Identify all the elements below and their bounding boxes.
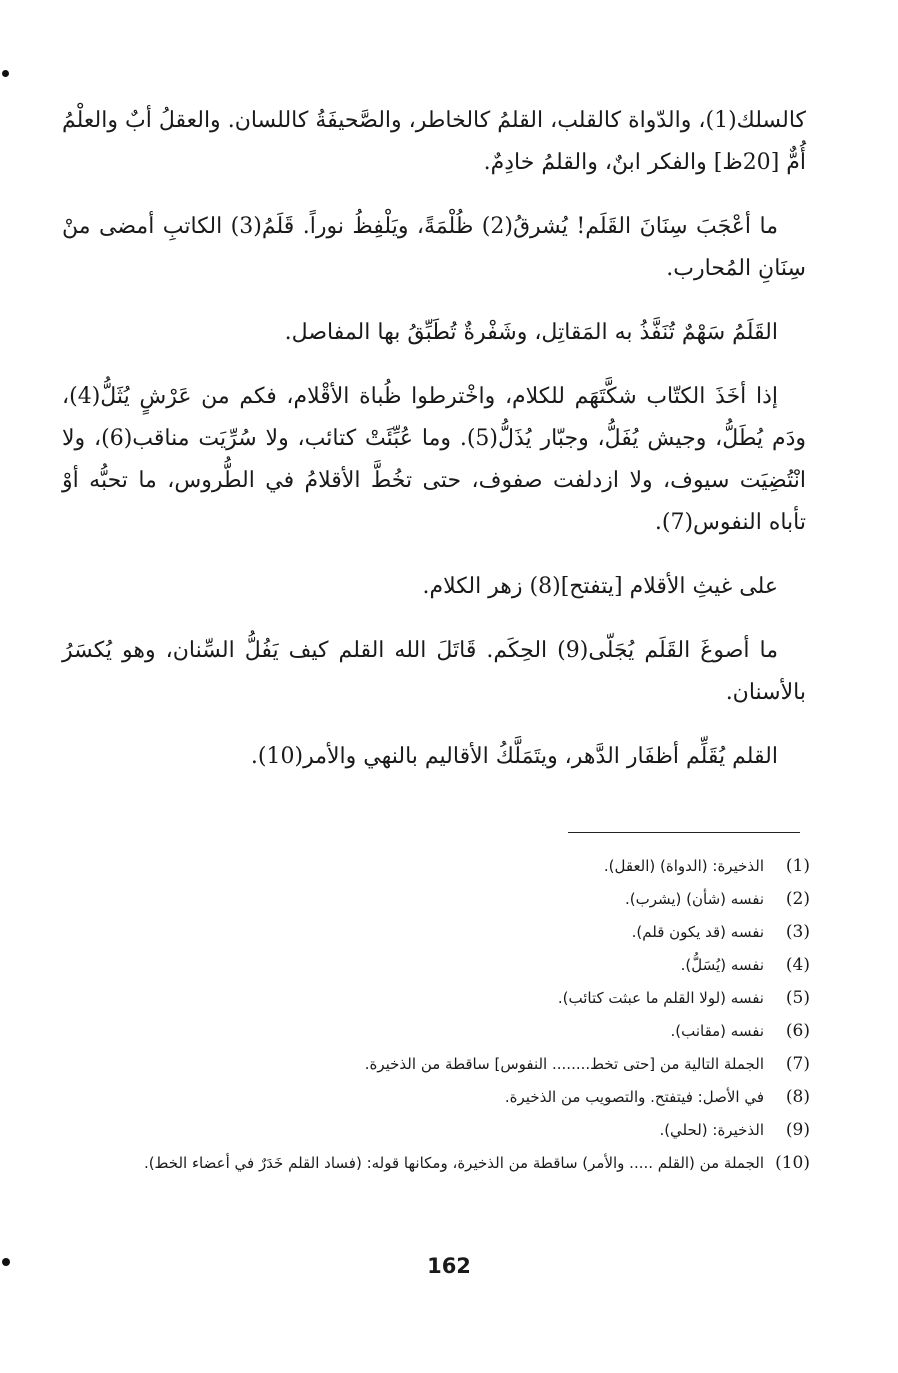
footnote-text: نفسه (لولا القلم ما عبثت كتائب). xyxy=(557,989,764,1007)
footnote-text: في الأصل: فيتفتح. والتصويب من الذخيرة. xyxy=(504,1088,764,1106)
footnote-text: نفسه (قد يكون قلم). xyxy=(631,923,764,941)
footnote-number: (8) xyxy=(785,1087,810,1107)
footnote-text: نفسه (شأن) (يشرب). xyxy=(624,890,764,908)
footnote xyxy=(58,1114,810,1147)
paragraph: القَلَمُ سَهْمٌ تُنَفَّذُ به المَقاتِل، وشَفْرةٌ تُطَبِّقُ بها المفاصل. xyxy=(284,320,778,345)
page-number: 162 xyxy=(427,1254,471,1278)
paragraph: كالسلك(1)، والدّواة كالقلب، القلمُ كالخاطر، والصَّحيفَةُ كاللسان. والعقلُ أبٌ والعلْمُ أُمٌّ [20ظ] والفكر ابنٌ، والقلمُ خادِمٌ. xyxy=(62,108,806,175)
paragraph: ما أعْجَبَ سِنَانَ القَلَم! يُشرقُ(2) ظُلْمَةً، ويَلْفِظُ نوراً. قَلَمُ(3) الكاتبِ أمضى منْ سِنَانِ المُحارب. xyxy=(62,214,806,281)
footnote-number: (10) xyxy=(775,1153,810,1173)
footnote xyxy=(58,949,810,982)
footnote xyxy=(58,916,810,949)
paragraph: على غيثِ الأقلام [يتفتح](8) زهر الكلام. xyxy=(422,574,778,599)
footnote xyxy=(58,982,810,1015)
paragraph: إذا أخَذَ الكتّاب شكَّتَهَم للكلام، واخْترطوا ظُباة الأقْلام، فكم من عَرْشٍ يُثَلُّ(4)، ودَم يُطَلُّ، وجيش يُفَلُّ، وجبّار يُذَلُّ(5). وما عُبِّئَتْ كتائب، ولا سُرِّيَت مناقب(6)، ولا انْتُضِيَت سيوف، ولا ازدلفت صفوف، حتى تخُطَّ الأقلامُ في الطُّروس، ما تحبُّه أوْ تأباه النفوس(7). xyxy=(62,384,806,535)
footnote-separator xyxy=(568,832,800,833)
footnote-number: (7) xyxy=(785,1054,810,1074)
footnote-number: (6) xyxy=(785,1021,810,1041)
footnote-text: نفسه (يُسَلُّ). xyxy=(680,956,764,974)
footnote-text: الجملة التالية من [حتى تخط........ النفوس] ساقطة من الذخيرة. xyxy=(364,1055,764,1073)
binding-hole-mark xyxy=(2,70,9,77)
footnote xyxy=(58,1081,810,1114)
main-text xyxy=(62,100,806,800)
paragraph: ما أصوغَ القَلَم يُجَلّى(9) الحِكَم. قَاتَلَ الله القلم كيف يَفُلُّ السِّنان، وهو يُكسَرُ بالأسنان. xyxy=(62,638,806,705)
footnote xyxy=(58,850,810,883)
footnotes xyxy=(58,850,810,1180)
footnote-text: نفسه (مقانب). xyxy=(670,1022,764,1040)
footnote-number: (1) xyxy=(785,856,810,876)
footnote xyxy=(58,1147,810,1180)
footnote xyxy=(58,1015,810,1048)
footnote-number: (2) xyxy=(785,889,810,909)
footnote-text: الذخيرة: (الدواة) (العقل). xyxy=(603,857,764,875)
footnote-number: (3) xyxy=(785,922,810,942)
footnote-text: الجملة من (القلم ..... والأمر) ساقطة من الذخيرة، ومكانها قوله: (فساد القلم خَدَرٌ في أعضاء الخط). xyxy=(143,1154,764,1172)
footnote xyxy=(58,883,810,916)
footnote-number: (5) xyxy=(785,988,810,1008)
footnote-text: الذخيرة: (لحلي). xyxy=(659,1121,764,1139)
footnote xyxy=(58,1048,810,1081)
footnote-number: (9) xyxy=(785,1120,810,1140)
footnote-number: (4) xyxy=(785,955,810,975)
paragraph: القلم يُقَلِّم أظفَار الدَّهر، ويتَمَلَّكُ الأقاليم بالنهي والأمر(10). xyxy=(250,744,778,769)
